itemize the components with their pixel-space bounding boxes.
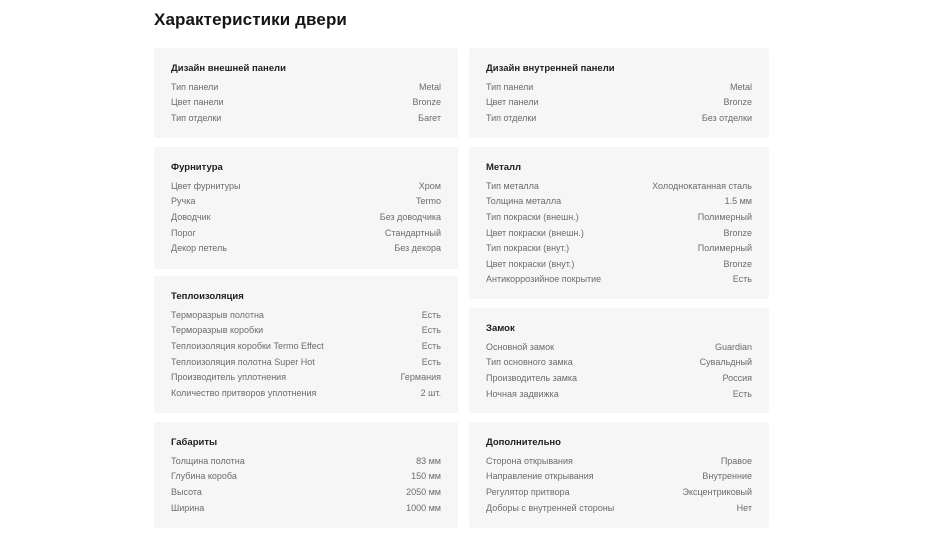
spec-value: 1.5 мм [724,196,752,207]
spec-row [171,225,441,241]
spec-value: Metal [418,81,441,92]
spec-label: Тип покраски (внут.) [486,243,570,254]
spec-value: Без отделки [701,112,752,123]
spec-value: Германия [400,372,441,383]
spec-row [486,500,752,516]
spec-row [486,386,752,402]
spec-label: Декор петель [171,243,227,254]
spec-value: Без декора [394,243,441,254]
spec-label: Порог [171,227,196,238]
spec-row [171,95,441,111]
spec-row [486,225,752,241]
spec-value: Bronze [723,227,752,238]
spec-label: Тип основного замка [486,357,573,368]
card-title: Дополнительно [486,437,561,448]
spec-row [171,500,441,516]
spec-label: Сторона открывания [486,455,573,466]
spec-value: Нет [736,502,752,513]
spec-label: Количество притворов уплотнения [171,387,317,398]
spec-value: Внутренние [702,471,752,482]
spec-label: Высота [171,486,202,497]
spec-value: Есть [421,340,441,351]
spec-label: Производитель уплотнения [171,372,287,383]
spec-row [486,194,752,210]
spec-value: Bronze [723,258,752,269]
spec-label: Цвет покраски (внут.) [486,258,575,269]
spec-label: Тип отделки [486,112,537,123]
spec-value: 1000 мм [406,502,441,513]
spec-row [171,110,441,126]
spec-label: Основной замок [486,341,555,352]
spec-value: Хром [418,180,441,191]
spec-value: Bronze [723,97,752,108]
spec-row [486,339,752,355]
spec-label: Толщина металла [486,196,562,207]
spec-list [171,453,441,515]
card-title: Теплоизоляция [171,291,244,302]
spec-value: 2 шт. [420,387,441,398]
spec-value: Guardian [714,341,752,352]
spec-value: Metal [729,81,752,92]
card-dimensions [154,422,458,528]
spec-row [486,370,752,386]
spec-list [171,307,441,401]
spec-value: Есть [421,309,441,320]
spec-row [486,256,752,272]
spec-value: Багет [418,112,441,123]
spec-row [486,178,752,194]
spec-label: Ручка [171,196,196,207]
spec-row [171,354,441,370]
spec-label: Ночная задвижка [486,388,559,399]
card-title: Замок [486,323,515,334]
spec-row [171,209,441,225]
card-inner-panel [469,48,769,138]
card-lock [469,308,769,413]
card-outer-panel [154,48,458,138]
card-metal [469,147,769,299]
card-title: Дизайн внешней панели [171,63,286,74]
spec-label: Тип покраски (внешн.) [486,211,579,222]
card-extra [469,422,769,528]
spec-value: Холоднокатанная сталь [652,180,752,191]
spec-list [486,178,752,287]
card-title: Габариты [171,437,218,448]
spec-value: Россия [722,372,752,383]
spec-value: Есть [421,325,441,336]
spec-row [171,369,441,385]
spec-value: Полимерный [697,243,752,254]
spec-value: 150 мм [411,471,441,482]
spec-label: Цвет панели [171,97,224,108]
spec-row [171,338,441,354]
spec-row [171,240,441,256]
spec-label: Теплоизоляция полотна Super Hot [171,356,315,367]
spec-list [486,339,752,401]
spec-value: Есть [732,388,752,399]
spec-value: Есть [421,356,441,367]
spec-row [486,469,752,485]
spec-row [486,209,752,225]
spec-list [171,178,441,256]
spec-list [486,79,752,126]
spec-row [486,484,752,500]
spec-row [486,95,752,111]
spec-label: Теплоизоляция коробки Termo Effect [171,340,324,351]
spec-row [171,79,441,95]
spec-value: 2050 мм [406,486,441,497]
spec-row [486,240,752,256]
spec-row [171,469,441,485]
spec-row [486,272,752,288]
spec-list [171,79,441,126]
spec-value: Полимерный [697,211,752,222]
spec-label: Доборы с внутренней стороны [486,502,615,513]
spec-label: Цвет фурнитуры [171,180,241,191]
spec-label: Тип панели [486,81,534,92]
spec-row [486,79,752,95]
spec-label: Цвет покраски (внешн.) [486,227,584,238]
spec-value: Без доводчика [379,211,441,222]
spec-label: Регулятор притвора [486,486,570,497]
spec-label: Глубина короба [171,471,237,482]
spec-label: Цвет панели [486,97,539,108]
spec-row [171,453,441,469]
card-title: Металл [486,162,522,173]
spec-label: Тип отделки [171,112,222,123]
spec-row [486,453,752,469]
spec-row [486,355,752,371]
spec-row [171,323,441,339]
card-title: Фурнитура [171,162,223,173]
spec-value: Termo [415,196,441,207]
spec-value: Есть [732,274,752,285]
card-hardware [154,147,458,269]
card-insulation [154,276,458,413]
spec-row [486,110,752,126]
spec-value: 83 мм [416,455,441,466]
spec-row [171,484,441,500]
card-title: Дизайн внутренней панели [486,63,615,74]
spec-row [171,307,441,323]
spec-row [171,178,441,194]
spec-value: Стандартный [384,227,441,238]
spec-value: Сувальдный [699,357,752,368]
spec-label: Терморазрыв полотна [171,309,264,320]
spec-label: Производитель замка [486,372,578,383]
spec-label: Тип панели [171,81,219,92]
spec-label: Терморазрыв коробки [171,325,264,336]
spec-row [171,194,441,210]
spec-label: Направление открывания [486,471,594,482]
spec-label: Тип металла [486,180,539,191]
spec-label: Толщина полотна [171,455,245,466]
spec-row [171,385,441,401]
spec-value: Правое [720,455,752,466]
spec-list [486,453,752,515]
spec-value: Bronze [412,97,441,108]
spec-value: Эксцентриковый [682,486,752,497]
spec-label: Антикоррозийное покрытие [486,274,602,285]
spec-label: Ширина [171,502,205,513]
spec-label: Доводчик [171,211,211,222]
page-title: Характеристики двери [154,10,347,29]
